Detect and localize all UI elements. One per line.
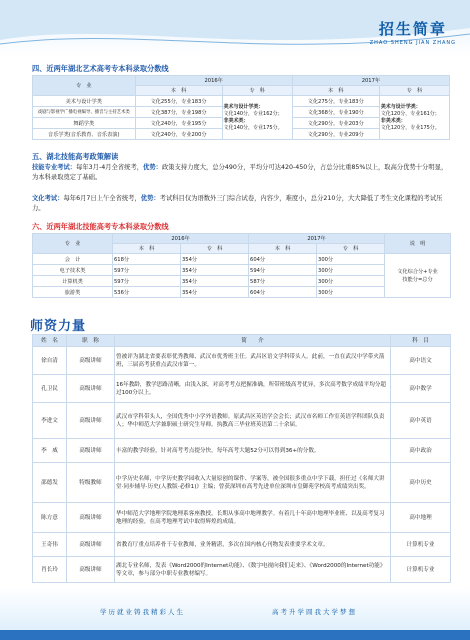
policy-paragraph-1: 技能专业考试：每年3月-4月全省统考，优势：政策支持力度大，总分490分，平均分可达420-450分，占总分比重85%以上，取高分优势十分明显，为本科录取奠定了基础。: [32, 164, 448, 182]
faculty-table: 姓 名 职 称 简 介 科 目 徐自清 高级讲师 曾被评为湖北省要表彰优秀教师、武汉市优秀班主任。武昌区语文学科带头人。此前，一直在武汉中学带火箭班，三届高考获重点武汉市第一。 高中语文 孔卫民 高级讲师 16年教龄，教学思路清晰，由浅入深，对高考考点把握准确，所带班级高考优异，多次高考数学成绩平均分超过100分以上。 高中数学 李进文 高级讲师 武汉市学科带头人，全国优秀中小学外语教师。原武昌区英语学会会长；武汉市名师工作室英语学科团队负责人；华中师范大学兼职硕士研究生导师。执教高三毕业班英语第二十余届。 高中英语 李 威 高级讲师 丰富的教学经验，针对高考考点提分快，每年高考大题52分可以得到36+的分数。 高中政治 邵德发 特级教师 中学历史名师，中学历史教学园收入大量原创的课件、学案等，被全国很多重点中学下载，担任过《名师大讲堂·同步辅导·历史(人教版·必修1)》主编；曾获深圳市高考先进单位深圳市皇御苑学校高考成绩突出奖。 高中历史 陈方意 高级讲师 华中师范大学地理学院地理系客座教授，长期从事高中地理教学。有着几十年高中地理毕业班、以及高考复习地理的经验，在高考地理考试中取得辉煌的成绩。 高中地理 王奇伟 高级讲师 省教育厅重点培养骨干专业教师，业务精湛，多次在国内核心刊物发表重要学术文章。 计算机专业 肖长玲 高级讲师 湖北专业名师，发表《Word2000的Internet功能》、《数字电视向我们走来》、《Word2000的Internet功能》等文章，参与部分中职专业教材编写。 计算机专业: [32, 334, 451, 583]
table-row: 孔卫民 高级讲师 16年教龄，教学思路清晰，由浅入深，对高考考点把握准确，所带班级高考优异，多次高考数学成绩平均分超过100分以上。 高中数学: [33, 375, 451, 403]
table-row: 李 威 高级讲师 丰富的教学经验，针对高考考点提分快，每年高考大题52分可以得到36+的分数。 高中政治: [33, 439, 451, 463]
table-row: 邵德发 特级教师 中学历史名师，中学历史教学园收入大量原创的课件、学案等，被全国很多重点中学下载，担任过《名师大讲堂·同步辅导·历史(人教版·必修1)》主编；曾获深圳市高考先进单位深圳市皇御苑学校高考成绩突出奖。 高中历史: [33, 463, 451, 503]
art-score-table: 专 业 2016年 2017年 本 科 专 科 本 科 专 科 美术与设计学类 文化255分，专业183分 美术与设计学类： 文化140分，专业162分； 非美术类： 文化140分，专业175分。 文化275分，专业183分 美术与设计学类： 文化120分，专业161分； 非美术类： 文化120分，专业175分。 戏剧与影视学广播电视编导、播音与主持艺术类 文化387分，专业198分 文化368分，专业190分 舞蹈学类 文化240分，专业195分 文化290分，专业203分 音乐学类(音乐教育、音乐表演) 文化240分，专业200分 文化290分，专业209分: [32, 75, 450, 140]
table-cell: 会 计: [33, 254, 113, 265]
table-cell: 美术与设计学类: [33, 96, 136, 107]
faculty-heading: 师资力量: [30, 319, 87, 334]
section4-title: 四、近两年湖北艺术高考专本科录取分数线: [32, 64, 169, 73]
brand-logo: 招生简章 ZHAO SHENG JIAN ZHANG: [369, 20, 456, 46]
skill-score-table: 专 业 2016年 2017年 说 明 本 科 专 科 本 科 专 科 会 计 618分 354分 604分 300分 文化综合分+专业 技能分=总分 电子技术类 597分 354分 594分 300分 计算机类 597分 354分 587分 300分 旅游类 536分 354分 604分 300分: [32, 233, 451, 298]
policy-paragraph-2: 文化考试：每年6月7日上午全省统考，优势：考试科目仅为语数外三门综合试卷，内容少，难度小，总分210分，大大降低了考生文化课程的考试压力。: [32, 195, 443, 213]
table-row: 李进文 高级讲师 武汉市学科带头人，全国优秀中小学外语教师。原武昌区英语学会会长；武汉市名师工作室英语学科团队负责人；华中师范大学兼职硕士研究生导师。执教高三毕业班英语第二十余届。 高中英语: [33, 403, 451, 439]
table-row: 徐自清 高级讲师 曾被评为湖北省要表彰优秀教师、武汉市优秀班主任。武昌区语文学科带头人。此前，一直在武汉中学带火箭班，三届高考获重点武汉市第一。 高中语文: [33, 347, 451, 375]
table-row: 王奇伟 高级讲师 省教育厅重点培养骨干专业教师，业务精湛，多次在国内核心刊物发表重要学术文章。 计算机专业: [33, 533, 451, 557]
table-row: 肖长玲 高级讲师 湖北专业名师，发表《Word2000的Internet功能》、《数字电视向我们走来》、《Word2000的Internet功能》等文章，参与部分中职专业教材编写。 计算机专业: [33, 557, 451, 583]
section6-title: 六、近两年湖北技能高考专本科录取分数线: [32, 222, 169, 231]
footer-slogan-left: 学历就业铸我精彩人生: [100, 608, 185, 616]
footer-bar: [0, 630, 470, 640]
footer-slogan-right: 高考升学圆我大学梦想: [272, 608, 357, 616]
section5-title: 五、湖北技能高考政策解读: [32, 152, 119, 161]
table-row: 陈方意 高级讲师 华中师范大学地理学院地理系客座教授，长期从事高中地理教学。有着几十年高中地理毕业班、以及高考复习地理的经验，在高考地理考试中取得辉煌的成绩。 高中地理: [33, 503, 451, 533]
